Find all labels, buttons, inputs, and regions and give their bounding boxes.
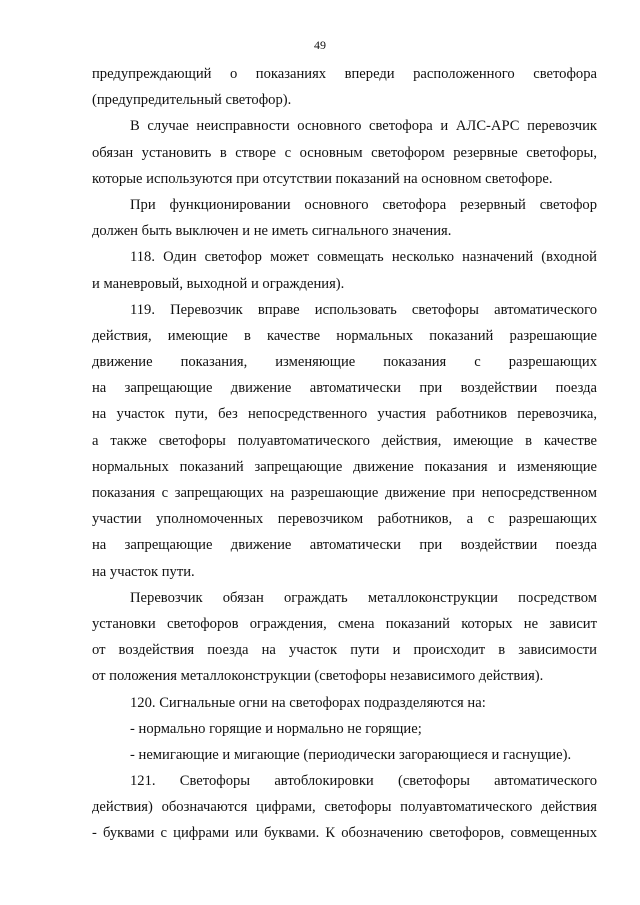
text-line: должен быть выключен и не иметь сигнального значения. (92, 223, 452, 240)
text-line: которые используются при отсутствии показаний на основном светофоре. (92, 170, 553, 187)
text-line: а также светофоры полуавтоматического действия, имеющие в качестве (92, 432, 597, 449)
text-line: 119. Перевозчик вправе использовать светофоры автоматического (130, 301, 597, 318)
text-line: на запрещающие движение автоматически при воздействии поезда (92, 537, 597, 554)
text-line: на запрещающие движение автоматически при воздействии поезда (92, 380, 597, 397)
text-line: - немигающие и мигающие (периодически загорающиеся и гаснущие). (130, 746, 572, 763)
text-line: 120. Сигнальные огни на светофорах подразделяются на: (130, 694, 486, 711)
text-line: (предупредительный светофор). (92, 92, 292, 109)
body-text (92, 61, 597, 847)
text-line: 121. Светофоры автоблокировки (светофоры автоматического (130, 773, 597, 790)
text-line: участии уполномоченных перевозчиком работников, а с разрешающих (92, 511, 597, 528)
text-line: В случае неисправности основного светофора и АЛС-АРС перевозчик (130, 118, 597, 135)
text-line: от положения металлоконструкции (светофоры независимого действия). (92, 668, 544, 685)
text-line: 118. Один светофор может совмещать несколько назначений (входной (130, 249, 597, 266)
text-line: обязан установить в створе с основным светофором резервные светофоры, (92, 144, 597, 161)
text-line: и маневровый, выходной и ограждения). (92, 275, 345, 292)
page-number: 49 (314, 38, 326, 52)
text-line: действия) обозначаются цифрами, светофоры полуавтоматического действия (92, 799, 597, 816)
text-line: действия, имеющие в качестве нормальных показаний разрешающие (92, 327, 597, 344)
text-line: предупреждающий о показаниях впереди расположенного светофора (92, 66, 597, 82)
text-line: на участок пути, без непосредственного участия работников перевозчика, (92, 406, 597, 423)
text-line: нормальных показаний запрещающие движение показания и изменяющие (92, 458, 597, 475)
text-line: от воздействия поезда на участок пути и происходит в зависимости (92, 642, 597, 659)
text-line: - нормально горящие и нормально не горящие; (130, 720, 422, 737)
text-line: установки светофоров ограждения, смена показаний которых не зависит (92, 615, 597, 632)
text-line: показания с запрещающих на разрешающие движение при непосредственном (92, 485, 597, 501)
text-line: - буквами с цифрами или буквами. К обозначению светофоров, совмещенных (92, 825, 597, 842)
text-line: Перевозчик обязан ограждать металлоконструкции посредством (130, 589, 597, 606)
text-line: движение показания, изменяющие показания с разрешающих (92, 354, 597, 371)
text-line: При функционировании основного светофора резервный светофор (130, 196, 597, 213)
text-line: на участок пути. (92, 563, 195, 580)
